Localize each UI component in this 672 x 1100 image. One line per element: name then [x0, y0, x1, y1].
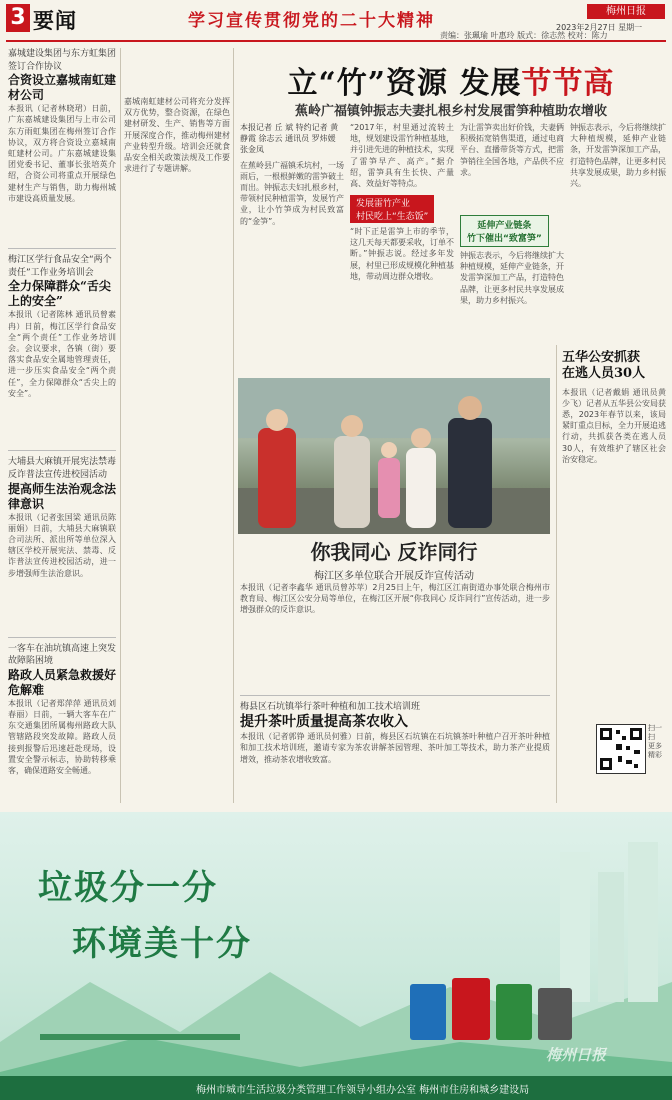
- qr-code-icon: [597, 725, 645, 773]
- green-subhead-line1: 延伸产业链条: [477, 221, 532, 231]
- left-column: [8, 48, 116, 803]
- main-headline[interactable]: [236, 58, 666, 102]
- garbage-sorting-banner[interactable]: [0, 812, 672, 1100]
- article-road-rescue[interactable]: [8, 643, 116, 803]
- editors-line: 责编：张珮瑜 叶惠玲 版式：徐志然 校对：陈力: [440, 31, 608, 40]
- green-subhead-line2: 竹下催出“致富笋”: [467, 234, 542, 244]
- article-law-school[interactable]: [8, 456, 116, 631]
- photo-story-head[interactable]: [238, 540, 550, 582]
- photo-story-body-wrap: [240, 582, 550, 682]
- subhead-line1: 发展雷竹产业: [356, 199, 411, 209]
- main-body-3: “2017年，村里通过流转土地，规划建设雷竹种植基地，并引进先进的种植技术，实现了雷笋早产、高产。”据介绍，雷笋具有生长快、产量高、效益好等特点。: [350, 123, 454, 189]
- main-headline-black: 立“竹”资源 发展: [287, 66, 522, 101]
- article-tea-training[interactable]: [240, 690, 550, 805]
- article-body: 本报讯（记者郑萍萍 通讯员刘春丽）日前，一辆大客车在广东交通集团所属梅州路政大队管辖路段突发故障。路政人员接到报警后迅速赶赴现场，设置安全警示标志，协助转移乘客，确保道路安全畅通。: [8, 698, 116, 775]
- subhead-line2: 村民吃上“生态饭”: [356, 212, 429, 222]
- article-title: 提高师生法治观念法律意识: [8, 481, 116, 511]
- main-headline-red: 节节高: [521, 66, 615, 101]
- main-byline: 本报记者 丘 斌 特约记者 黄静霞 徐志云 通讯员 罗炜媛 张金凤: [240, 123, 339, 155]
- article-title: 全力保障群众“舌尖上的安全”: [8, 279, 111, 309]
- second-column: [124, 96, 230, 796]
- green-subhead-box: [460, 215, 549, 247]
- main-body-4: 钟振志表示，今后将继续扩大种植规模，延伸产业链条，开发雷笋深加工产品，打造特色品牌，让更多村民共享发展成果，助力乡村振兴。: [460, 251, 564, 305]
- divider: [8, 637, 116, 638]
- qr-caption: 扫一扫 更多精彩: [648, 724, 662, 759]
- slogan: 学习宣传贯彻党的二十大精神: [188, 11, 435, 31]
- main-body-5: 为让雷笋卖出好价钱，夫妻俩积极拓宽销售渠道，通过电商平台、直播带货等方式，把雷笋销往全国各地，产品供不应求。: [460, 123, 564, 177]
- right-body: 本报讯（记者戴娟 通讯员黄少飞）记者从五华县公安局获悉，2023年春节以来，该局紧盯重点目标，全力开展追逃行动，共抓获各类在逃人员30人，有效维护了辖区社会治安稳定。: [562, 387, 666, 464]
- page-header: [0, 0, 672, 38]
- right-column: [562, 350, 666, 720]
- subhead-box: [350, 195, 434, 223]
- main-body-4-cont: 钟振志表示，今后将继续扩大种植规模，延伸产业链条，开发雷笋深加工产品，打造特色品牌，让更多村民共享发展成果，助力乡村振兴。: [570, 123, 666, 189]
- article-kicker: 嘉城建设集团与东方虹集团签订合作协议: [8, 49, 116, 72]
- blue-bin-icon: [410, 984, 446, 1040]
- main-body-1: 在蕉岭县广福镇禾坑村，一场雨后，一根根鲜嫩的雷笋破土而出。钟振志夫妇扎根乡村，带领村民种植雷笋，发展竹产业，让小竹笋成为村民致富的“金笋”。: [240, 160, 344, 226]
- article-kicker: 大埔县大麻镇开展宪法禁毒反诈普法宣传进校园活动: [8, 457, 116, 480]
- newspaper-logo: 梅州日报: [587, 4, 665, 19]
- grey-bin-icon: [538, 988, 572, 1040]
- article-title: 路政人员紧急救援好危解难: [8, 667, 116, 697]
- tea-title: 提升茶叶质量提高茶农收入: [240, 713, 408, 730]
- column-divider: [120, 48, 121, 803]
- tea-kicker: 梅县区石坑镇举行茶叶种植和加工技术培训班: [240, 702, 421, 712]
- right-title-line2: 在逃人员30人: [562, 366, 646, 382]
- main-story-col2: [350, 122, 454, 372]
- main-story-col1: [240, 122, 344, 372]
- photo-story-subtitle: 梅江区多单位联合开展反诈宣传活动: [314, 571, 474, 582]
- article-building[interactable]: [8, 48, 116, 243]
- divider: [8, 450, 116, 451]
- photo-illustration: [238, 378, 550, 534]
- article-title: 合资设立嘉城南虹建材公司: [8, 73, 116, 103]
- dateline: 2023年2月27日 星期一: [556, 23, 643, 32]
- main-story-col3: [460, 122, 564, 372]
- main-story-col4: [570, 122, 666, 342]
- green-bin-icon: [496, 984, 532, 1040]
- news-photo[interactable]: [238, 378, 550, 534]
- banner-footer: 梅州市城市生活垃圾分类管理工作领导小组办公室 梅州市住房和城乡建设局: [196, 1085, 530, 1096]
- red-bin-icon: [452, 978, 490, 1040]
- continued-body: 嘉城南虹建材公司将充分发挥双方优势，整合资源，在绿色建材研发、生产、销售等方面开展深度合作，推动梅州建材产业转型升级。培训会还就食品安全相关政策法规及工作要求进行了专题讲解。: [124, 97, 230, 174]
- right-title-line1: 五华公安抓获: [562, 350, 641, 365]
- photo-story-title: 你我同心 反诈同行: [310, 540, 478, 564]
- photo-story-body: 本报讯（记者李鑫华 通讯员曾苏苹）2月25日上午，梅江区江南街道办事处联合梅州市教育局、梅江区公安分局等单位，在梅江区开展“你我同心 反诈同行”宣传活动，进一步增强群众的反诈意识。: [240, 583, 550, 615]
- watermark: 梅州日报: [546, 1046, 607, 1064]
- article-food-safety[interactable]: [8, 254, 116, 445]
- banner-line2: 环境美十分: [72, 924, 252, 964]
- section-title: 要闻: [33, 9, 77, 33]
- column-divider: [233, 48, 234, 803]
- main-subtitle: 蕉岭广福镇钟振志夫妻扎根乡村发展雷笋种植助农增收: [294, 104, 607, 119]
- header-rule: [6, 40, 666, 42]
- banner-line1: 垃圾分一分: [38, 868, 218, 908]
- article-body: 本报讯（记者陈林 通讯员曾素冉）日前，梅江区学行食品安全“两个责任”工作业务培训会。会议要求，各镇（街）要落实食品安全属地管理责任，进一步压实食品安全“两个责任”，全力保障群众“舌尖上的安全”。: [8, 310, 116, 398]
- qr-code[interactable]: [596, 724, 646, 774]
- article-kicker: 梅江区学行食品安全“两个责任”工作业务培训会: [8, 255, 112, 278]
- divider: [8, 248, 116, 249]
- column-divider: [556, 345, 557, 803]
- page-number: 3: [6, 4, 30, 32]
- main-body-2: “时下正是雷笋上市的季节，这几天每天都要采收，订单不断。”钟振志说。经过多年发展，村里已形成规模化种植基地，带动周边群众增收。: [350, 227, 454, 281]
- article-kicker: 一客车在油坑镇高速上突发故障陷困境: [8, 643, 116, 667]
- article-body: 本报讯（记者张国梁 通讯员陈丽娟）日前，大埔县大麻镇联合司法所、派出所等单位深入辖区学校开展宪法、禁毒、反诈普法宣传进校园活动，进一步增强师生法治意识。: [8, 512, 116, 578]
- divider: [240, 695, 550, 696]
- tea-body: 本报讯（记者郭铮 通讯员何雅）日前，梅县区石坑镇在石坑镇茶叶种植户召开茶叶种植和加工技术培训班，邀请专家为茶农讲解茶园管理、茶叶加工等技术，助力茶产业提质增效，推动茶农增收致富。: [240, 732, 550, 764]
- article-wuhua-police[interactable]: [562, 350, 666, 465]
- article-body: 本报讯（记者林晓珺）日前，广东嘉城建设集团与上市公司东方雨虹集团在梅州签订合作协议，双方将合资设立嘉城南虹建材公司。广东嘉城建设集团党委书记、董事长张培英介绍，合资公司将重点开展绿色建材生产与销售，助力梅州城市建设高质量发展。: [8, 104, 116, 203]
